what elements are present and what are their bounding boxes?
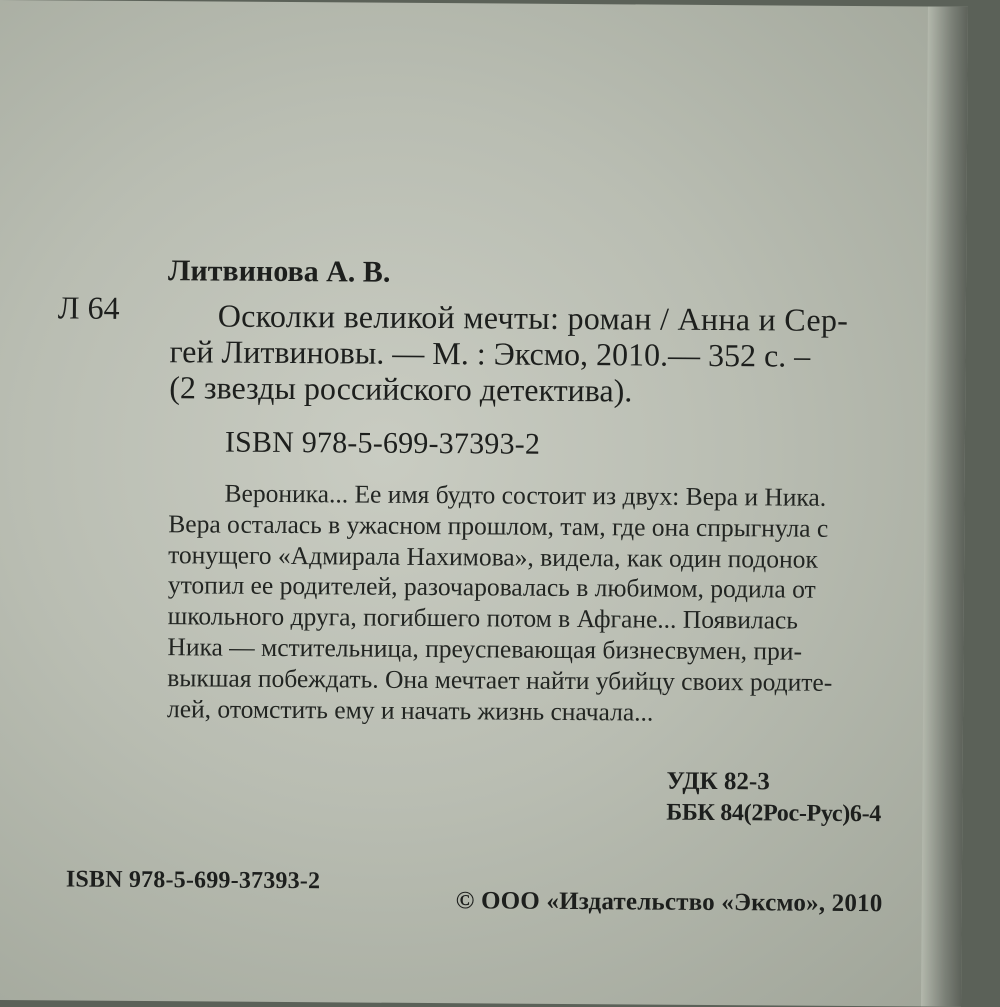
bibliographic-line: гей Литвиновы. — М. : Эксмо, 2010.— 352 с. –	[169, 333, 811, 374]
copyright-notice: © ООО «Издательство «Эксмо», 2010	[455, 887, 883, 918]
bibliographic-description	[169, 297, 930, 410]
annotation-line: выкшая побеждать. Она мечтает найти убийцу своих родите-	[167, 662, 833, 697]
classification-code: Л 64	[57, 289, 120, 326]
annotation	[167, 478, 939, 730]
annotation-line: Вера осталась в ужасном прошлом, там, где она спрыгнула с	[168, 508, 829, 543]
annotation-line: лей, отомстить ему и начать жизнь сначала...	[166, 693, 654, 727]
annotation-line: тонущего «Адмирала Нахимова», видела, как один подонок	[168, 539, 818, 574]
page-gutter-shadow	[921, 6, 968, 1006]
annotation-line: Вероника... Ее имя будто состоит из двух: Вера и Ника.	[224, 478, 827, 512]
bbk-code: ББК 84(2Рос-Рус)6-4	[666, 799, 882, 828]
annotation-line: Ника — мстительница, преуспевающая бизнесвумен, при-	[167, 632, 803, 666]
annotation-line: школьного друга, погибшего потом в Афгане... Появилась	[167, 601, 799, 635]
author-name: Литвинова А. В.	[167, 254, 391, 289]
bibliographic-line: Осколки великой мечты: роман / Анна и Сер-	[217, 297, 849, 338]
isbn-bottom: ISBN 978-5-699-37393-2	[65, 866, 321, 895]
udk-code: УДК 82-3	[666, 767, 770, 796]
isbn-top: ISBN 978-5-699-37393-2	[224, 425, 541, 461]
annotation-line: утопил ее родителей, разочаровалась в любимом, родила от	[167, 570, 816, 605]
bibliographic-line: (2 звезды российского детектива).	[169, 369, 633, 409]
